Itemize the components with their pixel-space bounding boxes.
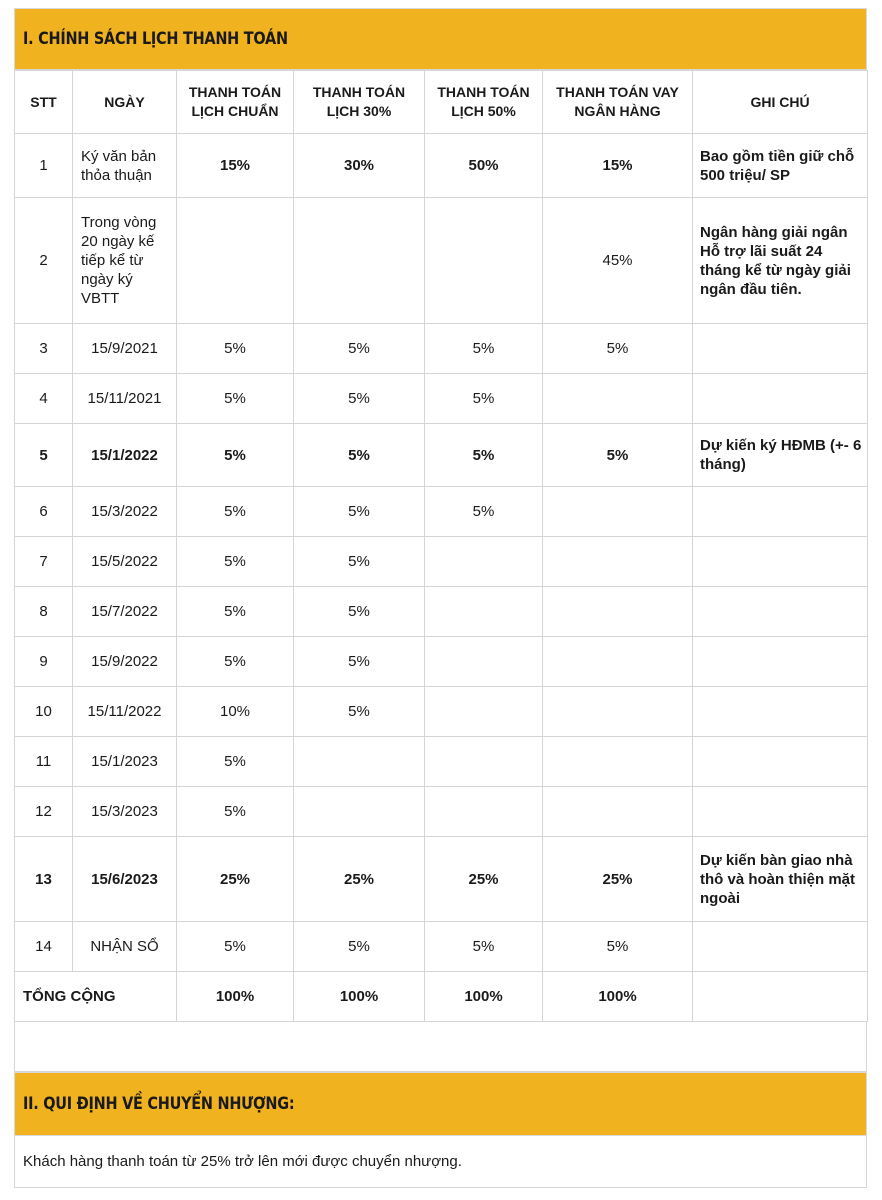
cell-bank xyxy=(543,687,693,737)
cell-30 xyxy=(294,198,425,324)
header-standard-line-1: THANH TOÁN xyxy=(188,84,282,100)
cell-day: 15/3/2022 xyxy=(73,487,177,537)
cell-50: 5% xyxy=(425,424,543,487)
cell-stt: 13 xyxy=(15,837,73,922)
cell-standard: 5% xyxy=(177,324,294,374)
total-30: 100% xyxy=(294,972,425,1022)
cell-day: 15/11/2022 xyxy=(73,687,177,737)
cell-bank xyxy=(543,374,693,424)
total-row xyxy=(15,972,868,1022)
cell-stt: 12 xyxy=(15,787,73,837)
header-50 xyxy=(425,71,543,134)
cell-30: 30% xyxy=(294,134,425,198)
cell-bank: 5% xyxy=(543,424,693,487)
cell-note xyxy=(693,737,868,787)
cell-30 xyxy=(294,737,425,787)
cell-50 xyxy=(425,687,543,737)
cell-30: 5% xyxy=(294,637,425,687)
cell-30: 5% xyxy=(294,587,425,637)
cell-day: 15/9/2022 xyxy=(73,637,177,687)
cell-day: 15/3/2023 xyxy=(73,787,177,837)
total-note xyxy=(693,972,868,1022)
payment-policy-document xyxy=(14,8,867,1188)
cell-note xyxy=(693,922,868,972)
cell-50: 5% xyxy=(425,324,543,374)
cell-stt: 3 xyxy=(15,324,73,374)
cell-standard xyxy=(177,198,294,324)
cell-standard: 5% xyxy=(177,787,294,837)
cell-note xyxy=(693,787,868,837)
cell-note xyxy=(693,487,868,537)
cell-note xyxy=(693,324,868,374)
cell-50 xyxy=(425,537,543,587)
cell-stt: 5 xyxy=(15,424,73,487)
cell-day: NHẬN SỔ xyxy=(73,922,177,972)
table-row xyxy=(15,134,868,198)
cell-day: 15/6/2023 xyxy=(73,837,177,922)
total-50: 100% xyxy=(425,972,543,1022)
cell-30: 25% xyxy=(294,837,425,922)
cell-stt: 14 xyxy=(15,922,73,972)
table-row xyxy=(15,537,868,587)
cell-50: 5% xyxy=(425,487,543,537)
table-row xyxy=(15,424,868,487)
table-row xyxy=(15,587,868,637)
cell-bank: 5% xyxy=(543,922,693,972)
cell-bank xyxy=(543,537,693,587)
cell-standard: 5% xyxy=(177,637,294,687)
cell-note xyxy=(693,537,868,587)
cell-stt: 11 xyxy=(15,737,73,787)
cell-50 xyxy=(425,787,543,837)
cell-30: 5% xyxy=(294,374,425,424)
table-row xyxy=(15,787,868,837)
cell-note xyxy=(693,687,868,737)
transfer-rule-text-row xyxy=(14,1136,867,1188)
cell-30: 5% xyxy=(294,487,425,537)
cell-bank xyxy=(543,637,693,687)
cell-standard: 5% xyxy=(177,922,294,972)
cell-30 xyxy=(294,787,425,837)
header-ngay: NGÀY xyxy=(73,71,177,134)
header-stt: STT xyxy=(15,71,73,134)
table-row xyxy=(15,837,868,922)
cell-bank xyxy=(543,587,693,637)
total-bank: 100% xyxy=(543,972,693,1022)
cell-note: Bao gồm tiền giữ chỗ 500 triệu/ SP xyxy=(693,134,868,198)
table-row xyxy=(15,737,868,787)
cell-day: 15/7/2022 xyxy=(73,587,177,637)
total-label: TỔNG CỘNG xyxy=(15,972,177,1022)
cell-day: 15/5/2022 xyxy=(73,537,177,587)
cell-standard: 5% xyxy=(177,537,294,587)
cell-note xyxy=(693,637,868,687)
table-header-row xyxy=(15,71,868,134)
table-row xyxy=(15,487,868,537)
cell-standard: 5% xyxy=(177,424,294,487)
header-standard-line-2: LỊCH CHUẨN xyxy=(191,103,279,119)
table-row xyxy=(15,687,868,737)
header-50-line-1: THANH TOÁN xyxy=(437,84,530,100)
cell-standard: 25% xyxy=(177,837,294,922)
cell-50: 5% xyxy=(425,922,543,972)
cell-standard: 5% xyxy=(177,737,294,787)
cell-50 xyxy=(425,637,543,687)
cell-note: Dự kiến bàn giao nhà thô và hoàn thiện mặt ngoài xyxy=(693,837,868,922)
cell-30: 5% xyxy=(294,537,425,587)
table-row xyxy=(15,324,868,374)
header-30-line-2: LỊCH 30% xyxy=(326,103,392,119)
cell-stt: 8 xyxy=(15,587,73,637)
cell-day: 15/9/2021 xyxy=(73,324,177,374)
header-standard xyxy=(177,71,294,134)
cell-note xyxy=(693,374,868,424)
cell-50: 25% xyxy=(425,837,543,922)
cell-standard: 5% xyxy=(177,587,294,637)
cell-standard: 10% xyxy=(177,687,294,737)
cell-bank xyxy=(543,787,693,837)
header-bank-line-2: NGÂN HÀNG xyxy=(574,103,661,119)
header-50-line-2: LỊCH 50% xyxy=(451,103,516,119)
section-2-title: II. QUI ĐỊNH VỀ CHUYỂN NHƯỢNG: xyxy=(23,1094,295,1114)
header-30 xyxy=(294,71,425,134)
spacer-row xyxy=(14,1022,867,1072)
cell-bank: 45% xyxy=(543,198,693,324)
cell-day: Ký văn bản thỏa thuận xyxy=(73,134,177,198)
cell-bank: 5% xyxy=(543,324,693,374)
cell-bank: 25% xyxy=(543,837,693,922)
cell-30: 5% xyxy=(294,687,425,737)
cell-30: 5% xyxy=(294,424,425,487)
cell-day: Trong vòng 20 ngày kế tiếp kể từ ngày ký VBTT xyxy=(73,198,177,324)
cell-note: Dự kiến ký HĐMB (+- 6 tháng) xyxy=(693,424,868,487)
cell-stt: 4 xyxy=(15,374,73,424)
cell-50 xyxy=(425,737,543,787)
cell-bank: 15% xyxy=(543,134,693,198)
header-ghi-chu: GHI CHÚ xyxy=(693,71,868,134)
cell-30: 5% xyxy=(294,324,425,374)
header-bank-line-1: THANH TOÁN VAY xyxy=(556,84,679,100)
cell-day: 15/11/2021 xyxy=(73,374,177,424)
section-1-title: I. CHÍNH SÁCH LỊCH THANH TOÁN xyxy=(23,29,288,49)
cell-stt: 6 xyxy=(15,487,73,537)
cell-day: 15/1/2022 xyxy=(73,424,177,487)
header-bank xyxy=(543,71,693,134)
table-row xyxy=(15,374,868,424)
cell-note: Ngân hàng giải ngân Hỗ trợ lãi suất 24 tháng kể từ ngày giải ngân đầu tiên. xyxy=(693,198,868,324)
cell-30: 5% xyxy=(294,922,425,972)
cell-stt: 9 xyxy=(15,637,73,687)
cell-stt: 2 xyxy=(15,198,73,324)
table-row xyxy=(15,637,868,687)
cell-stt: 1 xyxy=(15,134,73,198)
cell-day: 15/1/2023 xyxy=(73,737,177,787)
cell-standard: 5% xyxy=(177,374,294,424)
section-2-header xyxy=(14,1072,867,1136)
table-row xyxy=(15,198,868,324)
cell-50: 50% xyxy=(425,134,543,198)
cell-bank xyxy=(543,737,693,787)
table-row xyxy=(15,922,868,972)
header-30-line-1: THANH TOÁN xyxy=(312,84,406,100)
total-standard: 100% xyxy=(177,972,294,1022)
cell-standard: 5% xyxy=(177,487,294,537)
cell-stt: 7 xyxy=(15,537,73,587)
cell-note xyxy=(693,587,868,637)
cell-standard: 15% xyxy=(177,134,294,198)
cell-stt: 10 xyxy=(15,687,73,737)
cell-50 xyxy=(425,198,543,324)
payment-schedule-table xyxy=(14,70,868,1022)
cell-50: 5% xyxy=(425,374,543,424)
cell-bank xyxy=(543,487,693,537)
cell-50 xyxy=(425,587,543,637)
section-1-header xyxy=(14,8,867,70)
transfer-rule-text: Khách hàng thanh toán từ 25% trở lên mới được chuyển nhượng. xyxy=(23,1153,462,1170)
